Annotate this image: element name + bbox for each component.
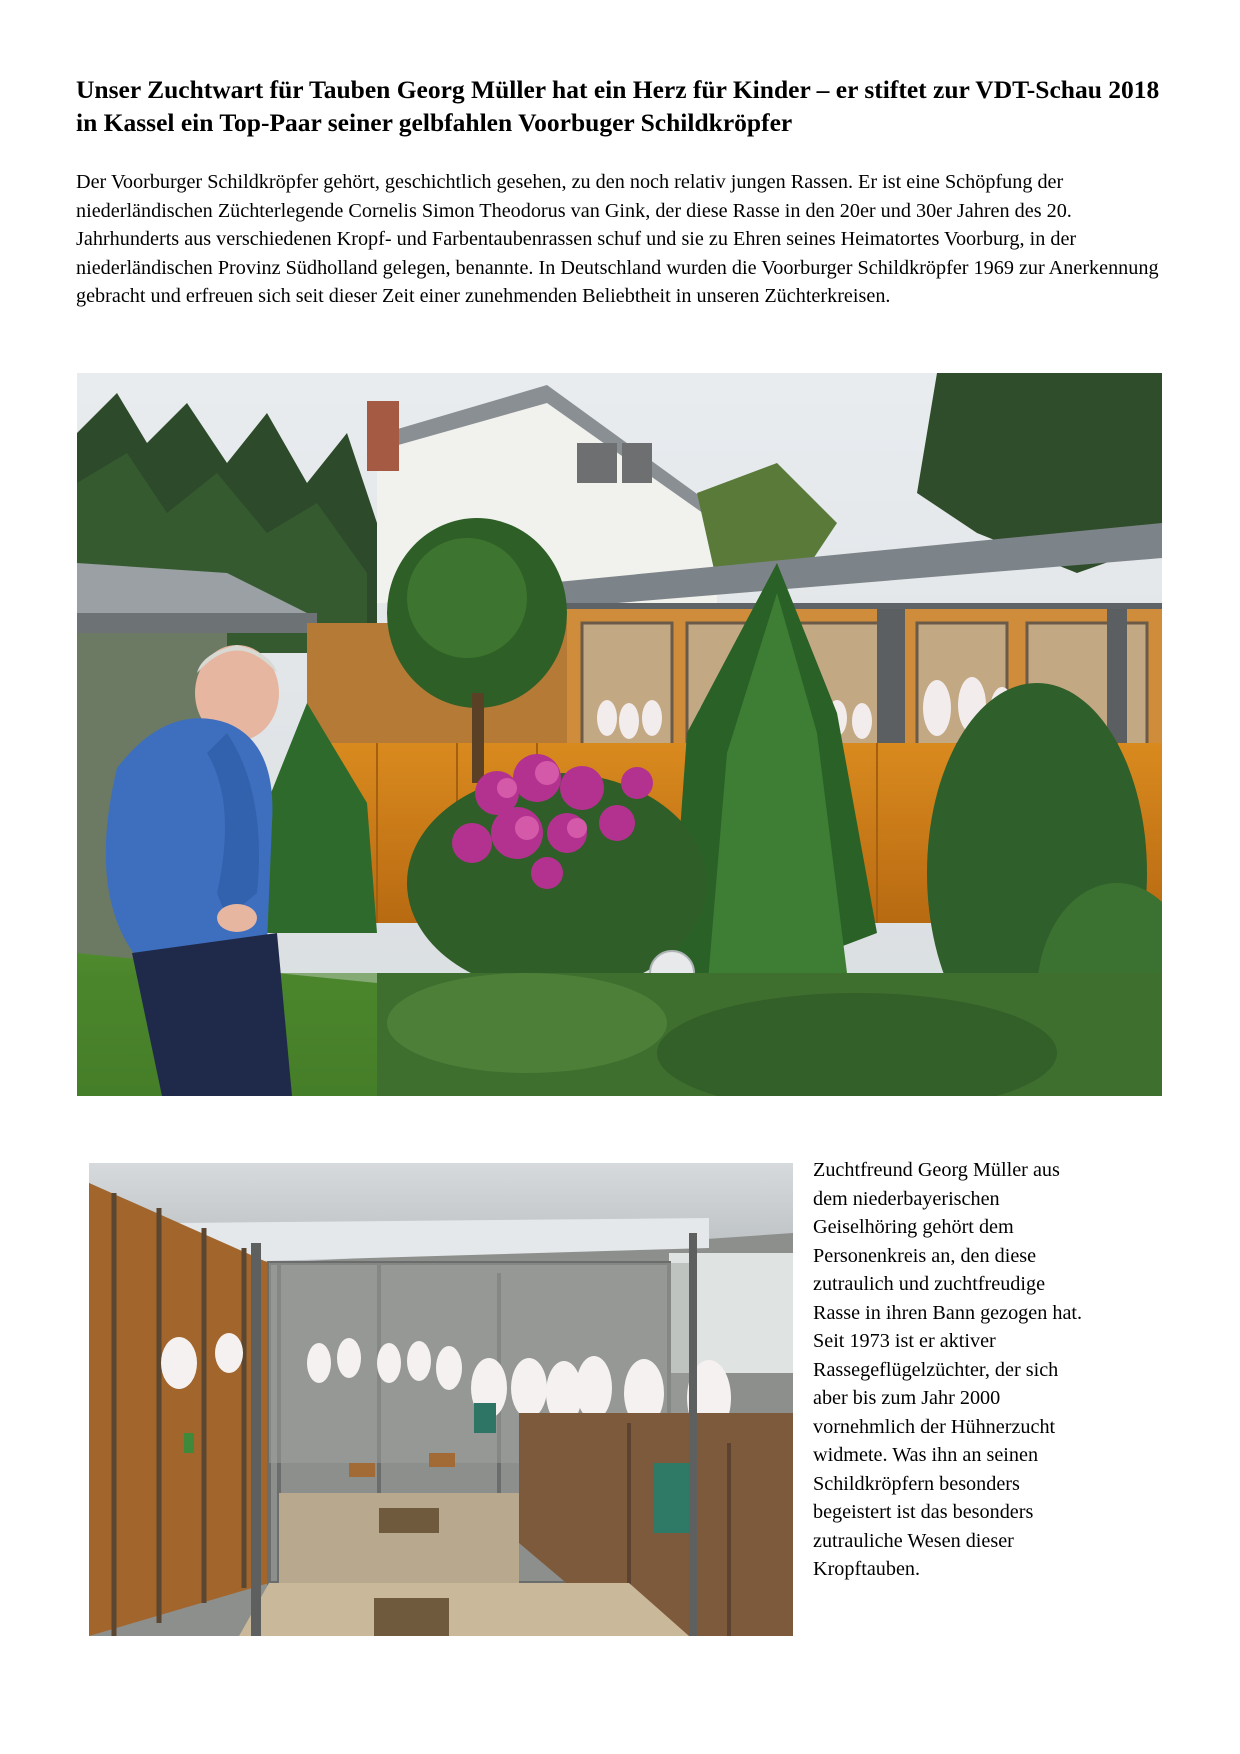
side-line: zutrauliche Wesen dieser: [813, 1529, 1014, 1552]
side-line: Zuchtfreund Georg Müller aus: [813, 1159, 1060, 1181]
side-line: widmete. Was ihn an seinen: [813, 1444, 1039, 1466]
side-line: Kropftauben.: [813, 1558, 921, 1580]
intro-paragraph: Der Voorburger Schildkröpfer gehört, geschichtlich gesehen, zu den noch relativ jungen Rassen. Er ist eine Schöpfung der niederländischen Züchterlegende Cornelis Simon Theodorus van Gink, der diese Rasse in den 20er und 30er Jahren des 20. Jahrhunderts aus verschiedenen Kropf- und Farbentaubenrassen schuf und sie zu Ehren seines Heimatortes Voorburg, in der niederländischen Provinz Südholland gelegen, benannte. In Deutschland wurden die Voorburger Schildkröpfer 1969 zur Anerkennung gebracht und erfreuen sich seit dieser Zeit einer zunehmenden Beliebtheit in unseren Züchterkreisen.: [76, 171, 1159, 308]
side-line: aber bis zum Jahr 2000: [813, 1387, 1001, 1409]
side-line: Rasse in ihren Bann gezogen hat.: [813, 1301, 1083, 1324]
side-line: Schildkröpfern besonders: [813, 1472, 1020, 1495]
article-headline: Unser Zuchtwart für Tauben Georg Müller hat ein Herz für Kinder – er stiftet zur VDT-Schau 2018 in Kassel ein Top-Paar seiner gelbfahlen Voorbuger Schildkröpfer: [76, 75, 1160, 137]
side-line: Seit 1973 ist er aktiver: [813, 1330, 996, 1352]
side-line: zutraulich und zuchtfreudige: [813, 1273, 1046, 1295]
side-line: vornehmlich der Hühnerzucht: [813, 1415, 1056, 1438]
side-column-text: [813, 1156, 1153, 1584]
side-line: dem niederbayerischen: [813, 1187, 1000, 1210]
aviary-interior-photo: [89, 1163, 793, 1636]
side-line: Geiselhöring gehört dem: [813, 1216, 1014, 1238]
side-line: begeistert ist das besonders: [813, 1501, 1034, 1523]
garden-aviary-photo: [77, 373, 1162, 1096]
side-line: Personenkreis an, den diese: [813, 1244, 1037, 1267]
side-line: Rassegeflügelzüchter, der sich: [813, 1358, 1059, 1381]
